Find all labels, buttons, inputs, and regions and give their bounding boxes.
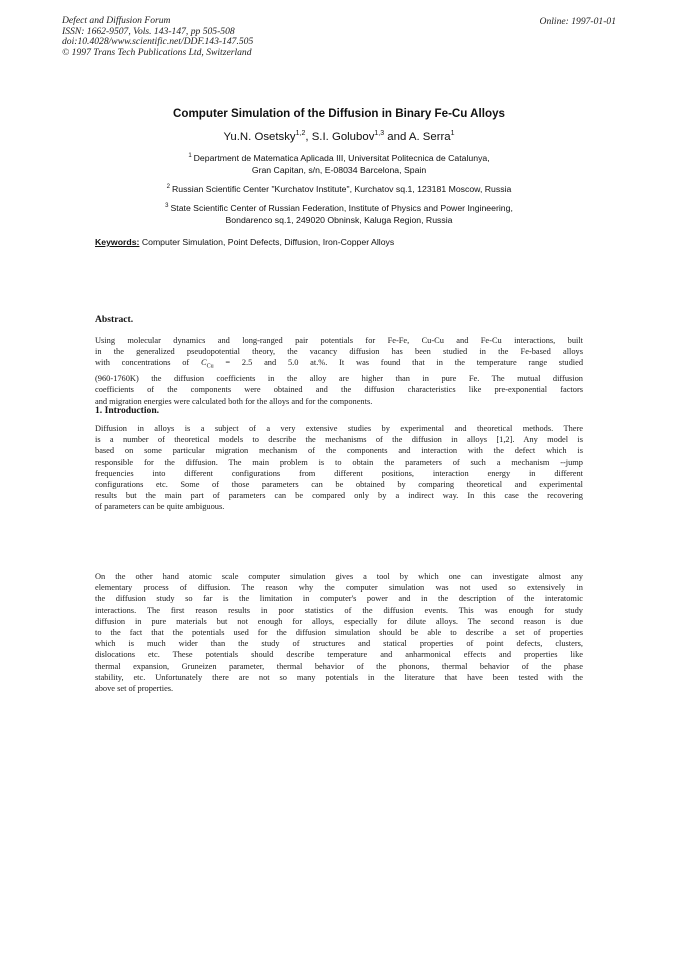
affiliation-number: 2 xyxy=(166,184,170,190)
text-line: based on some particular migration mechanism of the components and interaction with the defect which is xyxy=(95,446,583,456)
affiliation-3 xyxy=(0,203,678,226)
introduction-paragraph-2 xyxy=(95,571,583,694)
concentration-prefix: with concentrations of xyxy=(95,358,201,368)
text-line: the diffusion study so far is the limitation in computer's power and in the description of the interatomic xyxy=(95,594,583,604)
concentration-suffix: = 2.5 and 5.0 at.%. It was found that in the temperature range studied xyxy=(213,358,584,368)
text-line: results but the main part of parameters can be compared only by a indirect way. In this case the recovering xyxy=(95,491,583,501)
journal-header xyxy=(62,16,253,58)
text-line: of parameters can be quite ambiguous. xyxy=(95,502,225,512)
text-line: and migration energies were calculated both for the alloys and for the components. xyxy=(95,396,373,406)
keywords xyxy=(95,237,394,247)
issn-line: ISSN: 1662-9507, Vols. 143-147, pp 505-508 xyxy=(62,25,235,37)
text-line: is a number of theoretical models to describe the mechanisms of the diffusion in alloys [1,2]. Any model is xyxy=(95,435,583,445)
concentration-symbol: $C_{Cu}$ xyxy=(201,358,214,371)
online-date: Online: 1997-01-01 xyxy=(539,16,616,27)
author-list xyxy=(0,131,678,143)
affiliation-number: 3 xyxy=(165,203,169,209)
text-line: which is much wider than the study of structures and statical properties of point defects, clusters, xyxy=(95,639,583,649)
text-line: Using molecular dynamics and long-ranged pair potentials for Fe-Fe, Cu-Cu and Fe-Cu interactions, built xyxy=(95,336,583,345)
abstract-heading: Abstract. xyxy=(95,314,134,325)
affiliation-line: State Scientific Center of Russian Federation, Institute of Physics and Power Ingineering, xyxy=(170,203,513,213)
affiliation-line: Department de Matematica Aplicada III, Universitat Politecnica de Catalunya, xyxy=(193,153,490,163)
keywords-text: Computer Simulation, Point Defects, Diffusion, Iron-Copper Alloys xyxy=(141,237,395,247)
author-affiliation-mark: 1,3 xyxy=(374,130,385,137)
author-affiliation-mark: 1 xyxy=(450,130,455,137)
copyright-line: © 1997 Trans Tech Publications Ltd, Switzerland xyxy=(62,46,252,58)
text-line: dislocations etc. These potentials should describe temperature and anharmonical effects and properties like xyxy=(95,650,583,660)
author-affiliation-mark: 1,2 xyxy=(295,130,306,137)
text-line xyxy=(95,357,583,373)
affiliation-line: Russian Scientific Center "Kurchatov Institute", Kurchatov sq.1, 123181 Moscow, Russia xyxy=(171,184,512,194)
affiliation-line: Gran Capitan, s/n, E-08034 Barcelona, Spain xyxy=(251,164,427,175)
text-line: Diffusion in alloys is a subject of a very extensive studies by experimental and theoretical methods. There xyxy=(95,424,583,433)
affiliation-1 xyxy=(0,153,678,176)
text-line: elementary process of diffusion. The reason why the computer simulation was not used so extensively in xyxy=(95,583,583,593)
affiliation-line: Bondarenco sq.1, 249020 Obninsk, Kaluga Region, Russia xyxy=(225,214,453,225)
abstract-text xyxy=(95,335,583,407)
text-line: to the fact that the potentials used for the diffusion simulation should be able to describe a set of properties xyxy=(95,628,583,638)
author-name: S.I. Golubov xyxy=(311,131,375,143)
introduction-paragraph-1 xyxy=(95,423,583,513)
paper-title: Computer Simulation of the Diffusion in Binary Fe-Cu Alloys xyxy=(173,107,505,120)
text-line: coefficients of the components were obtained and the diffusion characteristics like pre-exponential factors xyxy=(95,385,583,395)
keywords-label: Keywords: xyxy=(95,237,140,247)
journal-name: Defect and Diffusion Forum xyxy=(62,15,171,26)
author-name: Yu.N. Osetsky xyxy=(223,131,296,143)
author-separator: and xyxy=(384,131,409,143)
text-line: configurations etc. Some of those parameters can be obtained by comparing theoretical and experimental xyxy=(95,480,583,490)
text-line: responsible for the diffusion. The main problem is to obtain the parameters of such a mechanism --jump xyxy=(95,457,583,467)
author-separator: , xyxy=(305,131,312,143)
text-line: frequencies into different configurations from different positions, interaction energy in different xyxy=(95,468,583,478)
author-name: A. Serra xyxy=(408,131,451,143)
text-line: stability, etc. Unfortunately there are not so many potentials in the literature that have been tested with the xyxy=(95,672,583,682)
text-line: above set of properties. xyxy=(95,684,174,694)
text-line: interactions. The first reason results in poor statistics of the diffusion events. This was enough for study xyxy=(95,605,583,615)
text-line: On the other hand atomic scale computer simulation gives a tool by which one can investigate almost any xyxy=(95,572,583,581)
affiliation-number: 1 xyxy=(188,153,192,159)
doi-line: doi:10.4028/www.scientific.net/DDF.143-147.505 xyxy=(62,36,254,48)
introduction-heading: 1. Introduction. xyxy=(95,405,160,416)
text-line: (960-1760K) the diffusion coefficients in the alloy are higher than in pure Fe. The mutual diffusion xyxy=(95,374,583,384)
affiliation-2 xyxy=(0,184,678,196)
text-line: in the generalized pseudopotential theory, the vacancy diffusion has been studied in the Fe-based alloys xyxy=(95,347,583,357)
text-line: diffusion in pure materials but not enough for alloys, especially for dilute alloys. The second reason is due xyxy=(95,616,583,626)
text-line: thermal expansion, Gruneizen parameter, thermal behavior of the phonons, thermal behavior of the phase xyxy=(95,661,583,671)
